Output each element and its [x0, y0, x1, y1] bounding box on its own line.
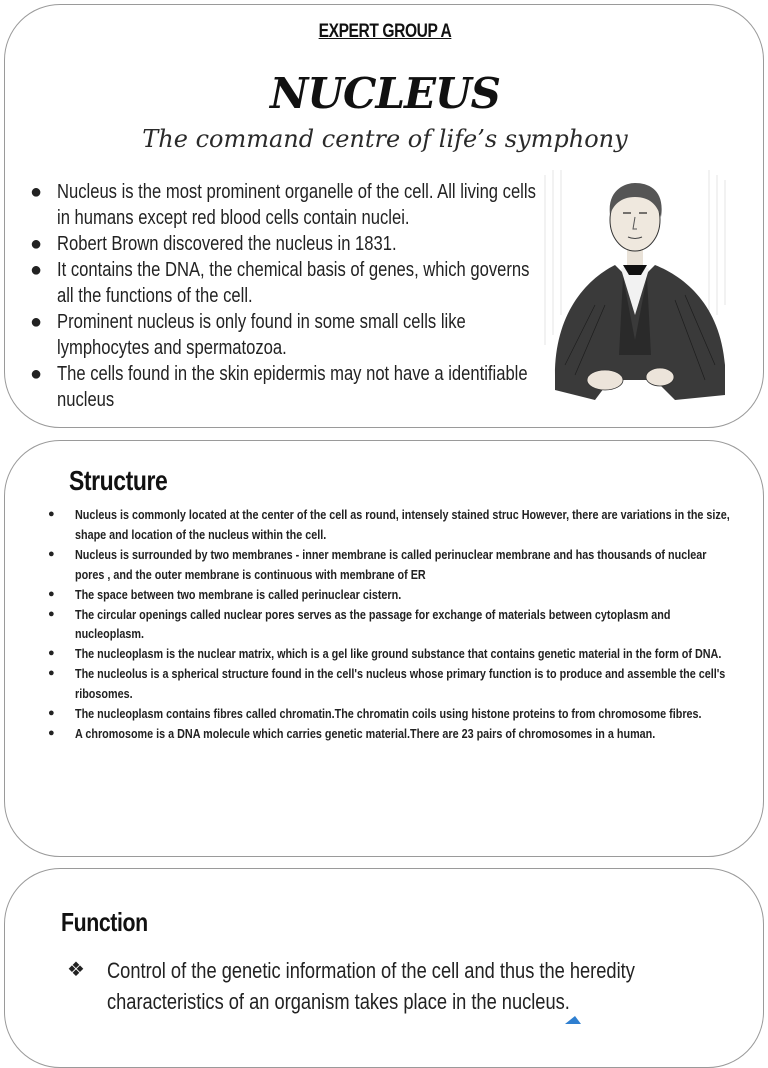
page-title: NUCLEUS — [270, 69, 500, 118]
structure-heading: Structure — [69, 465, 168, 496]
bullet-icon: ● — [30, 311, 43, 333]
bullet-icon: ● — [48, 647, 55, 660]
bullet-icon: ● — [48, 667, 55, 680]
structure-bullet-list — [45, 505, 745, 744]
blue-corner-icon — [563, 1014, 583, 1024]
list-item: ● The nucleoplasm contains fibres called chromatin.The chromatin coils using histone proteins to from chromosome fibres. — [45, 704, 745, 724]
bullet-icon: ● — [30, 363, 43, 385]
list-item: ● Robert Brown discovered the nucleus in 1831. — [30, 233, 397, 255]
list-item: ● Nucleus is the most prominent organelle of the cell. All living cells in humans except red blood cells contain nuclei. — [30, 181, 536, 229]
list-item: ● The nucleolus is a spherical structure found in the cell's nucleus whose primary function is to produce and assemble the cell's ribosomes. — [48, 666, 726, 702]
list-item: ● Nucleus is surrounded by two membranes - inner membrane is called perinuclear membrane and has thousands of nuclear pores , and the outer membrane is continuous with membrane of ER — [48, 546, 707, 582]
diamond-bullet-icon: ❖ — [67, 959, 85, 981]
bullet-icon: ● — [30, 259, 43, 281]
subtitle: The command centre of life’s symphony — [142, 125, 628, 153]
function-card — [4, 868, 764, 1068]
function-heading: Function — [61, 907, 148, 937]
robert-brown-portrait — [535, 165, 735, 415]
bullet-icon: ● — [48, 587, 55, 600]
bullet-icon: ● — [30, 233, 43, 255]
bullet-icon: ● — [48, 508, 55, 520]
intro-card — [4, 4, 764, 428]
expert-group-label: EXPERT GROUP A — [318, 21, 452, 42]
structure-card — [4, 440, 764, 857]
list-item: ● Nucleus is commonly located at the center of the cell as round, intensely stained struc However, there are variations in the size, shape and location of the nucleus within the cell. — [48, 507, 730, 542]
function-bullet-list — [61, 955, 741, 1017]
list-item: ● Prominent nucleus is only found in some small cells like lymphocytes and spermatozoa. — [30, 311, 466, 359]
intro-bullet-list — [27, 179, 547, 413]
bullet-icon: ● — [48, 726, 55, 739]
list-item: ● The circular openings called nuclear pores serves as the passage for exchange of materials between cytoplasm and nucleoplasm. — [48, 606, 671, 642]
list-item: ● A chromosome is a DNA molecule which carries genetic material.There are 23 pairs of chromosomes in a human. — [45, 724, 745, 744]
list-item: ● The cells found in the skin epidermis may not have a identifiable nucleus — [30, 363, 528, 411]
list-item: ● The nucleoplasm is the nuclear matrix, which is a gel like ground substance that contains genetic material in the form of DNA. — [45, 644, 745, 664]
bullet-icon: ● — [48, 707, 55, 720]
bullet-icon: ● — [30, 181, 43, 203]
list-item: ❖ Control of the genetic information of the cell and thus the heredity characteristics of an organism takes place in the nucleus. — [61, 955, 741, 1017]
list-item: ● The space between two membrane is called perinuclear cistern. — [45, 585, 745, 605]
bullet-icon: ● — [48, 547, 55, 560]
list-item: ● It contains the DNA, the chemical basis of genes, which governs all the functions of the cell. — [30, 259, 530, 307]
bullet-icon: ● — [48, 607, 55, 620]
